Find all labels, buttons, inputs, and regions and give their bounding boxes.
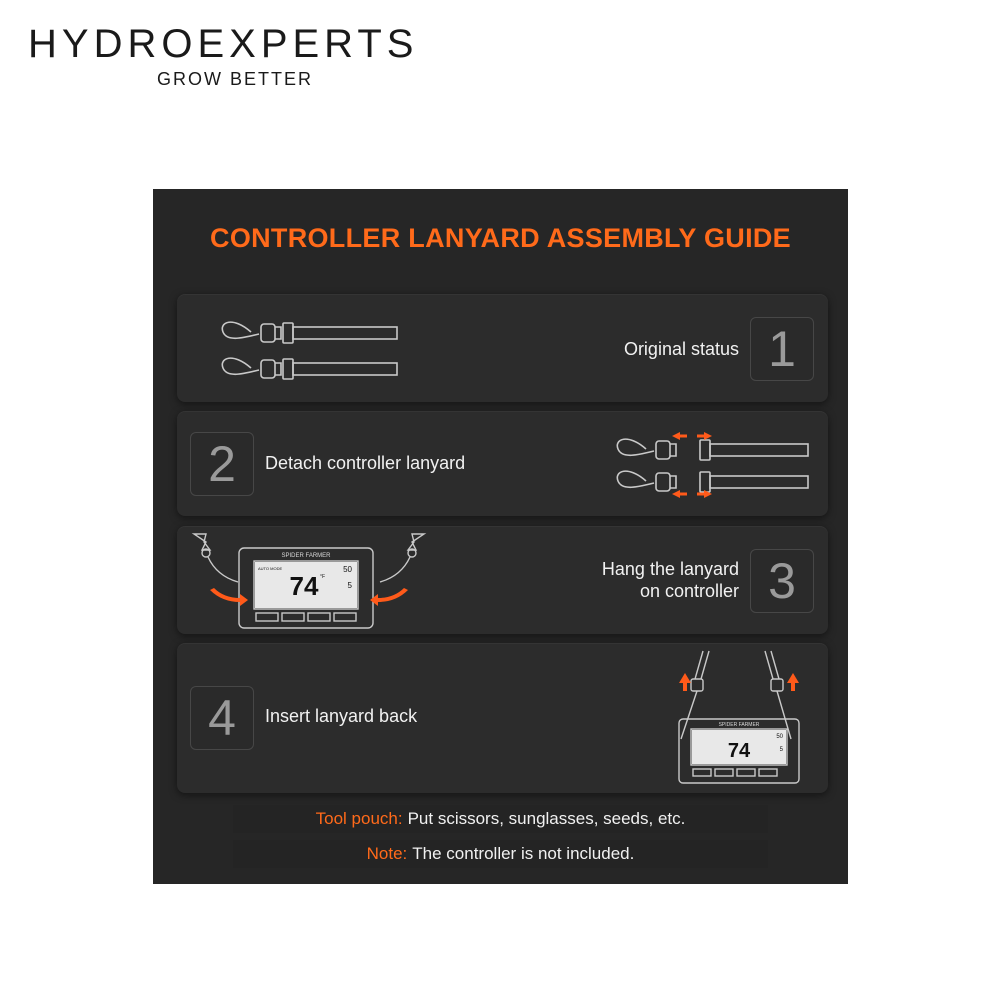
controller-temperature-small: 74	[727, 740, 751, 762]
step-4-number: 4	[190, 686, 254, 750]
controller-mode: AUTO MODE	[258, 566, 283, 571]
brand-logo: HYDROEXPERTS	[28, 22, 419, 66]
controller-note	[233, 840, 768, 868]
step-3-text	[532, 558, 739, 602]
step-3-text-line2: on controller	[639, 581, 739, 601]
lanyard-original-illustration	[219, 312, 404, 384]
guide-title: CONTROLLER LANYARD ASSEMBLY GUIDE	[210, 223, 791, 253]
lanyard-hang-illustration	[184, 526, 446, 634]
tool-pouch-text: Put scissors, sunglasses, seeds, etc.	[407, 809, 686, 828]
step-4-card	[177, 643, 828, 793]
controller-brand-text: SPIDER FARMER	[281, 553, 331, 559]
note-label: Note:	[366, 844, 408, 863]
step-3-card	[177, 526, 828, 634]
brand-tagline: GROW BETTER	[157, 69, 313, 89]
step-2-card	[177, 411, 828, 516]
step-1-text: Original status	[623, 339, 739, 359]
lanyard-detach-illustration	[614, 431, 814, 499]
step-1-number: 1	[750, 317, 814, 381]
controller-level: 5	[347, 581, 352, 590]
assembly-guide-panel	[153, 189, 848, 884]
tool-pouch-note	[233, 805, 768, 833]
controller-humidity: 50	[343, 565, 352, 574]
step-4-text: Insert lanyard back	[265, 706, 418, 726]
controller-temperature: 74	[289, 571, 319, 601]
tool-pouch-label: Tool pouch:	[315, 809, 403, 828]
step-2-text: Detach controller lanyard	[265, 453, 466, 473]
step-3-text-line1: Hang the lanyard	[601, 559, 739, 579]
controller-humidity-small: 50	[776, 734, 783, 740]
lanyard-insert-illustration	[669, 649, 819, 789]
controller-level-small: 5	[779, 747, 783, 753]
step-2-number: 2	[190, 432, 254, 496]
controller-brand-text-small: SPIDER FARMER	[718, 722, 760, 728]
controller-unit: °F	[320, 574, 326, 580]
step-3-number: 3	[750, 549, 814, 613]
brand-header	[0, 0, 480, 100]
note-text: The controller is not included.	[412, 844, 635, 863]
step-1-card	[177, 294, 828, 402]
